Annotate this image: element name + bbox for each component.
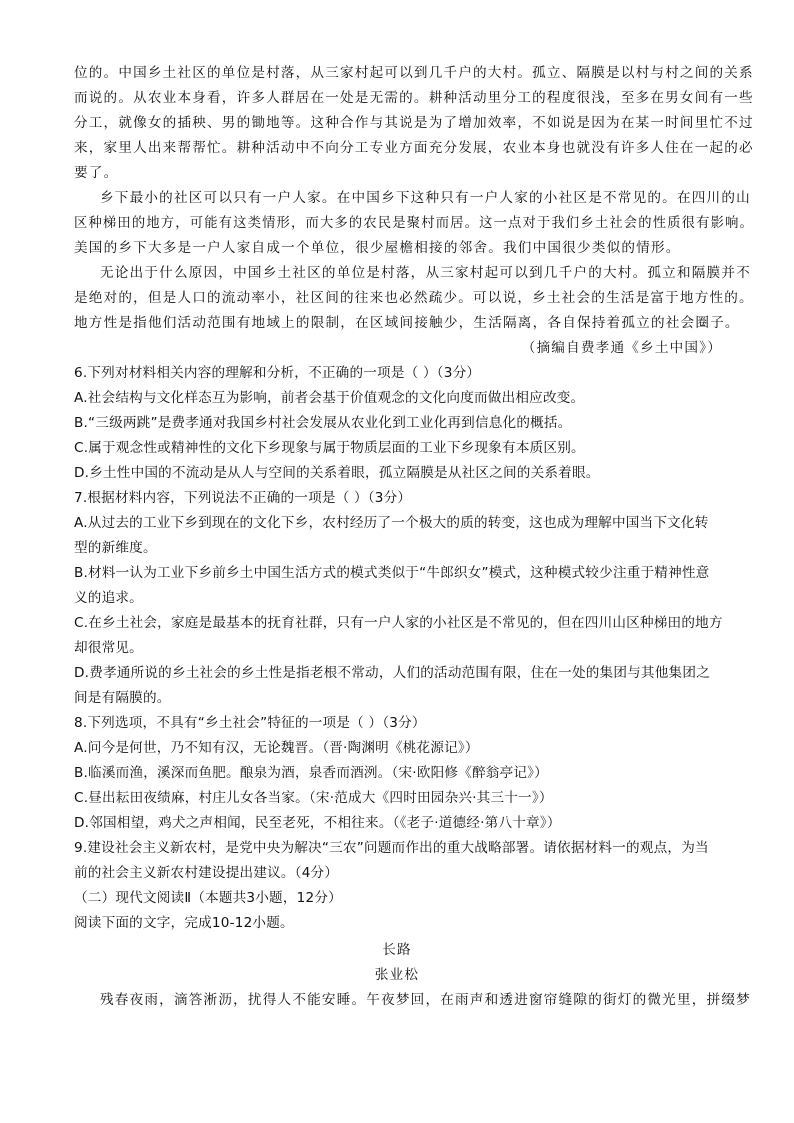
question-option: C.属于观念性或精神性的文化下乡现象与属于物质层面的工业下乡现象有本质区别。 <box>74 440 585 456</box>
passage-line: 来，家里人出来帮帮忙。耕种活动中不向分工专业方面充分发展，农业本身也就没有许多人住在一起的必 <box>74 140 754 156</box>
passage-line: 要了。 <box>74 165 119 181</box>
question-option: 间是有隔膜的。 <box>74 690 171 706</box>
question-option: 却很常见。 <box>74 640 143 656</box>
passage-line: 分工，就像女的插秧、男的锄地等。这种合作与其说是为了增加效率，不如说是因为在某一时间里忙不过 <box>74 115 754 131</box>
question-stem: 6.下列对材料相关内容的理解和分析，不正确的一项是（ ）（3分） <box>74 365 481 381</box>
article-title: 长路 <box>382 942 412 958</box>
section-heading: （二）现代文阅读Ⅱ（本题共3小题，12分） <box>74 890 342 906</box>
question-option: 型的新维度。 <box>74 540 157 556</box>
passage-line: 乡下最小的社区可以只有一户人家。在中国乡下这种只有一户人家的小社区是不常见的。在四川的山 <box>100 190 751 206</box>
passage-line: 位的。中国乡土社区的单位是村落，从三家村起可以到几千户的大村。孤立、隔膜是以村与村之间的关系 <box>74 65 754 81</box>
question-option: B.临溪而渔，溪深而鱼肥。酿泉为酒，泉香而酒洌。（宋·欧阳修《醉翁亭记》） <box>74 765 548 781</box>
question-option: D.邻国相望，鸡犬之声相闻，民至老死，不相往来。（《老子·道德经·第八十章》） <box>74 815 561 831</box>
passage-line: 美国的乡下大多是一户人家自成一个单位，很少屋檐相接的邻舍。我们中国很少类似的情形。 <box>74 240 681 256</box>
section-instruction: 阅读下面的文字，完成10-12小题。 <box>74 915 294 931</box>
question-option: C.昼出耘田夜绩麻，村庄儿女各当家。（宋·范成大《四时田园杂兴·其三十一》） <box>74 790 553 806</box>
passage-line: 无论出于什么原因，中国乡土社区的单位是村落，从三家村起可以到几千户的大村。孤立和隔膜并不 <box>100 265 751 281</box>
question-option: A.问今是何世，乃不知有汉，无论魏晋。（晋·陶渊明《桃花源记》） <box>74 740 479 756</box>
question-stem: 9.建设社会主义新农村，是党中央为解决“三农”问题而作出的重大战略部署。请依据材料一的观点，为当 <box>74 840 709 856</box>
question-option: B.材料一认为工业下乡前乡土中国生活方式的模式类似于“牛郎织女”模式，这种模式较少注重于精神性意 <box>74 565 710 581</box>
passage-line: 而说的。从农业本身看，许多人群居在一处是无需的。耕种活动里分工的程度很浅，至多在男女间有一些 <box>74 90 754 106</box>
question-option: B.“三级两跳”是费孝通对我国乡村社会发展从农业化到工业化再到信息化的概括。 <box>74 415 572 431</box>
question-stem: 前的社会主义新农村建设提出建议。（4分） <box>74 865 339 881</box>
passage-line: 是绝对的，但是人口的流动率小，社区间的往来也必然疏少。可以说，乡土社会的生活是富于地方性的。 <box>74 290 754 306</box>
question-option: A.从过去的工业下乡到现在的文化下乡，农村经历了一个极大的质的转变，这也成为理解中国当下文化转 <box>74 515 709 531</box>
question-option: D.乡土性中国的不流动是从人与空间的关系着眼，孤立隔膜是从社区之间的关系着眼。 <box>74 465 600 481</box>
passage-line: 地方性是指他们活动范围有地域上的限制，在区域间接触少，生活隔离，各自保持着孤立的社会圈子。 <box>74 315 740 331</box>
question-option: D.费孝通所说的乡土社会的乡土性是指老根不常动，人们的活动范围有限，住在一处的集团与其他集团之 <box>74 665 710 681</box>
question-option: C.在乡土社会，家庭是最基本的抚育社群，只有一户人家的小社区是不常见的，但在四川山区种梯田的地方 <box>74 615 723 631</box>
question-option: 义的追求。 <box>74 590 143 606</box>
passage-line: 区种梯田的地方，可能有这类情形，而大多的农民是聚村而居。这一点对于我们乡土社会的性质很有影响。 <box>74 215 755 231</box>
source-note: （摘编自费孝通《乡土中国》） <box>521 340 722 356</box>
article-paragraph-line: 残春夜雨，滴答淅沥，扰得人不能安睡。午夜梦回，在雨声和透进窗帘缝隙的街灯的微光里，拼缀梦 <box>100 992 751 1008</box>
article-author: 张业松 <box>374 967 420 983</box>
question-stem: 8.下列选项，不具有“乡土社会”特征的一项是（ ）（3分） <box>74 715 426 731</box>
question-stem: 7.根据材料内容，下列说法不正确的一项是（ ）（3分） <box>74 490 412 506</box>
question-option: A.社会结构与文化样态互为影响，前者会基于价值观念的文化向度而做出相应改变。 <box>74 390 585 406</box>
